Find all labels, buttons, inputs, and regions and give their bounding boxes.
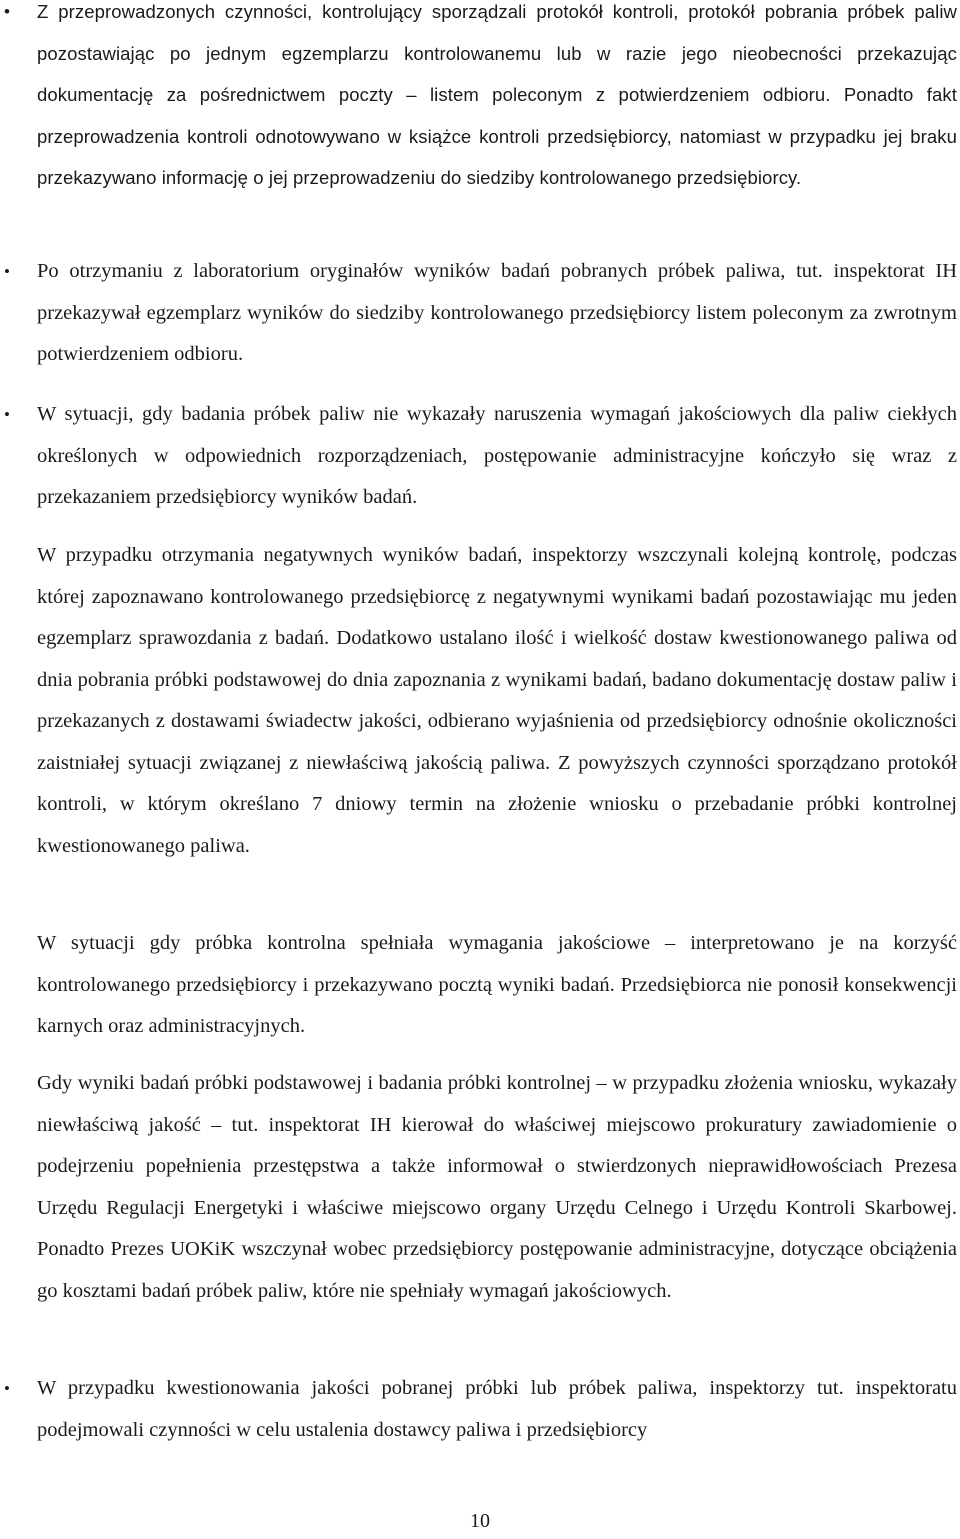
paragraph-text: W sytuacji, gdy badania próbek paliw nie wykazały naruszenia wymagań jakościowych dla paliw ciekłych określonych w odpowiednich rozporządzeniach, postępowanie administracyjne kończyło się wraz z przekazaniem przedsiębiorcy wyników badań. xyxy=(37,403,957,508)
paragraph-control-sample-ok xyxy=(37,923,957,1048)
paragraph-text: Z przeprowadzonych czynności, kontrolujący sporządzali protokół kontroli, protokół pobrania próbek paliw pozostawiając po jednym egzemplarzu kontrolowanemu lub w razie jego nieobecności przekazując dokumentację za pośrednictwem poczty – listem poleconym z potwierdzeniem odbioru. Ponadto fakt przeprowadzenia kontroli odnotowywano w książce kontroli przedsiębiorcy, natomiast w przypadku jej braku przekazywano informację o jej przeprowadzeniu do siedziby kontrolowanego przedsiębiorcy. xyxy=(37,1,957,188)
paragraph-text: Gdy wyniki badań próbki podstawowej i badania próbki kontrolnej – w przypadku złożenia wniosku, wykazały niewłaściwą jakość – tut. inspektorat IH kierował do właściwej miejscowo prokuratury zawiadomienie o podejrzeniu popełnienia przestępstwa a także informował o stwierdzonych nieprawidłowościach Prezesa Urzędu Regulacji Energetyki i właściwe miejscowo organy Urzędu Celnego i Urzędu Kontroli Skarbowej. Ponadto Prezes UOKiK wszczynał wobec przedsiębiorcy postępowanie administracyjne, dotyczące obciążenia go kosztami badań próbek paliw, które nie spełniały wymagań jakościowych. xyxy=(37,1072,957,1302)
paragraph-text: Po otrzymaniu z laboratorium oryginałów wyników badań pobranych próbek paliwa, tut. inspektorat IH przekazywał egzemplarz wyników do siedziby kontrolowanego przedsiębiorcy listem poleconym za zwrotnym potwierdzeniem odbioru. xyxy=(37,260,957,365)
bullet-icon: • xyxy=(4,262,10,281)
paragraph-negative-results xyxy=(37,535,957,867)
bullet-paragraph-questioned-quality xyxy=(4,1368,957,1451)
paragraph-improper-quality xyxy=(37,1063,957,1312)
bullet-icon: • xyxy=(4,405,10,424)
bullet-paragraph-lab-results xyxy=(4,251,957,376)
bullet-icon: • xyxy=(3,2,11,21)
paragraph-text: W sytuacji gdy próbka kontrolna spełniała wymagania jakościowe – interpretowano je na korzyść kontrolowanego przedsiębiorcy i przekazywano pocztą wyniki badań. Przedsiębiorca nie ponosił konsekwencji karnych oraz administracyjnych. xyxy=(37,932,957,1037)
bullet-icon: • xyxy=(4,1379,10,1398)
page-number: 10 xyxy=(470,1510,490,1532)
bullet-paragraph-no-violations xyxy=(4,394,957,519)
bullet-paragraph-protocol xyxy=(3,0,957,199)
paragraph-text: W przypadku otrzymania negatywnych wyników badań, inspektorzy wszczynali kolejną kontrolę, podczas której zapoznawano kontrolowanego przedsiębiorcę z negatywnymi wynikami badań pozostawiając mu jeden egzemplarz sprawozdania z badań. Dodatkowo ustalano ilość i wielkość dostaw kwestionowanego paliwa od dnia pobrania próbki podstawowej do dnia zapoznania z wynikami badań, badano dokumentację dostaw paliw i przekazanych z dostawami świadectw jakości, odbierano wyjaśnienia od przedsiębiorcy odnośnie okoliczności zaistniałej sytuacji związanej z niewłaściwą jakością paliwa. Z powyższych czynności sporządzano protokół kontroli, w którym określano 7 dniowy termin na złożenie wniosku o przebadanie próbki kontrolnej kwestionowanego paliwa. xyxy=(37,544,957,857)
paragraph-text: W przypadku kwestionowania jakości pobranej próbki lub próbek paliwa, inspektorzy tut. inspektoratu podejmowali czynności w celu ustalenia dostawcy paliwa i przedsiębiorcy xyxy=(37,1377,957,1441)
